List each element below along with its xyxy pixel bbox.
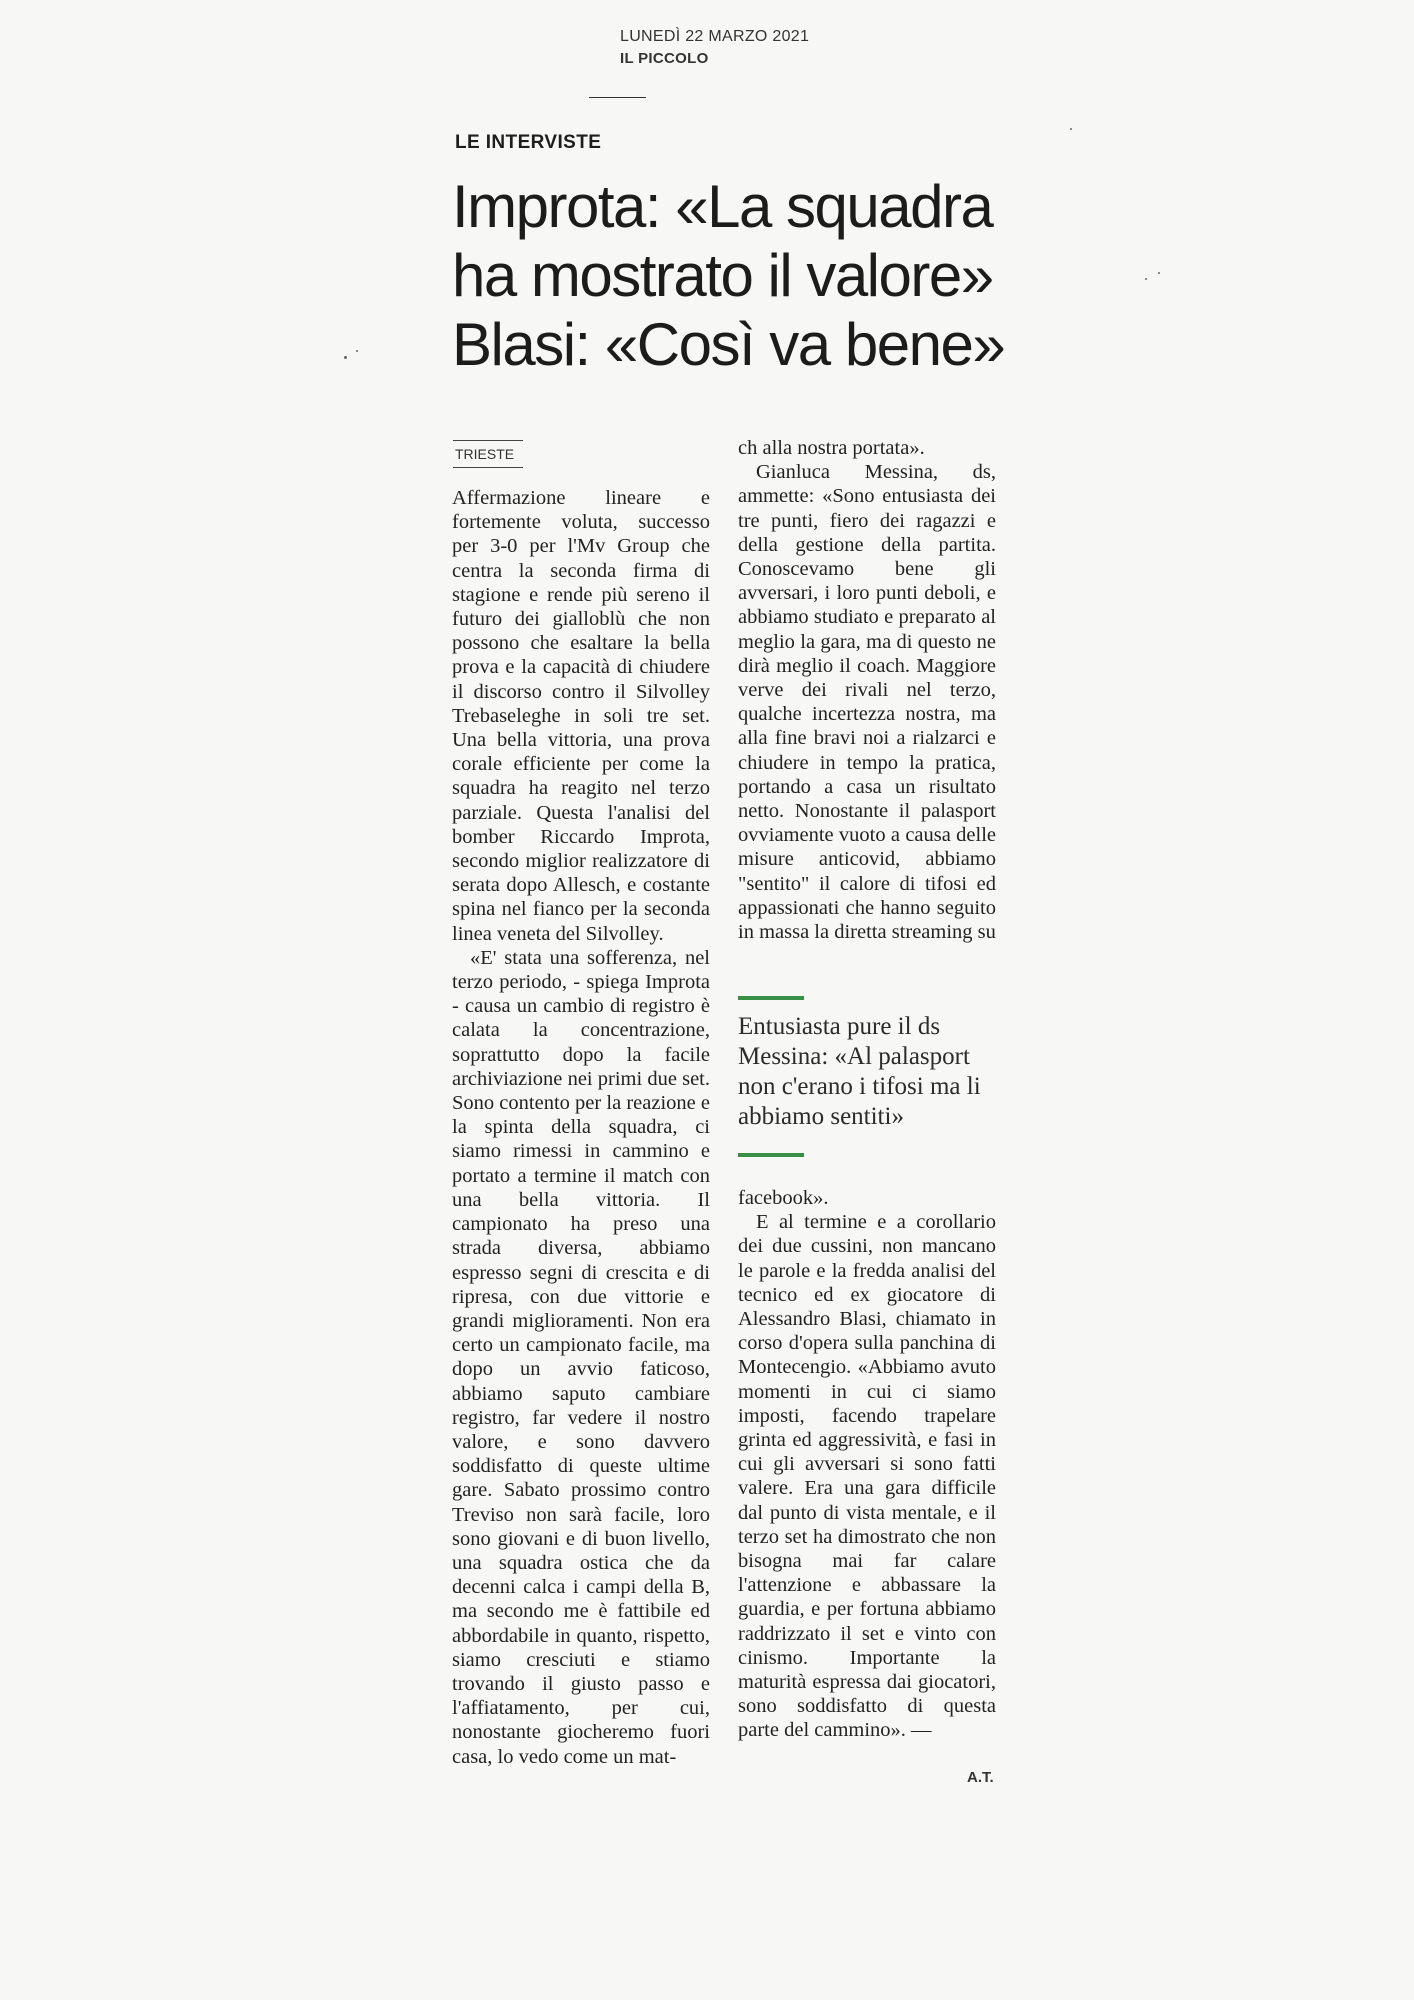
article-column-2-bottom: [738, 1186, 996, 1743]
author-initials: A.T.: [967, 1769, 994, 1786]
paragraph-improta-quote: «E' stata una sofferenza, nel terzo periodo, - spiega Improta - causa un cambio di registro è calata la concentrazione, soprattutto dopo la facile archiviazione nei primi due set. Sono contento per la reazione e la spinta della squadra, ci siamo rimessi in cammino e portato a termine il match con una bella vittoria. Il campionato ha preso una strada diversa, abbiamo espresso segni di crescita e di ripresa, con due vittorie e grandi miglioramenti. Non era certo un campionato facile, ma dopo un avvio faticoso, abbiamo saputo cambiare registro, far vedere il nostro valore, e sono davvero soddisfatto di queste ultime gare. Sabato prossimo contro Treviso non sarà facile, loro sono giovani e di buon livello, una squadra ostica che da decenni calca i campi della B, ma secondo me è fattibile ed abbordabile in quanto, rispetto, siamo cresciuti e stiamo trovando il giusto passo e l'affiatamento, per cui, nonostante giocheremo fuori casa, lo vedo come un mat-: [452, 946, 710, 1768]
pullquote-rule-top: [738, 996, 804, 1000]
paragraph-blasi-quote: E al termine e a corollario dei due cussini, non mancano le parole e la fredda analisi del tecnico ed ex giocatore di Alessandro Blasi, chiamato in corso d'opera sulla panchina di Montecengio. «Abbiamo avuto momenti in cui ci siamo imposti, facendo trapelare grinta ed aggressività, e fasi in cui gli avversari si sono fatti valere. Era una gara difficile dal punto di vista mentale, e il terzo set ha dimostrato che non bisogna mai far calare l'attenzione e abbassare la guardia, e per fortuna abbiamo raddrizzato il set e vinto con cinismo. Importante la maturità espressa dai giocatori, sono soddisfatto di questa parte del cammino». —: [738, 1211, 996, 1742]
paragraph-facebook: facebook».: [738, 1187, 829, 1209]
headline-line-3: Blasi: «Così va bene»: [452, 311, 1005, 378]
scan-speck: [356, 350, 358, 352]
paragraph-messina-quote: Gianluca Messina, ds, ammette: «Sono entusiasta dei tre punti, fiero dei ragazzi e della gestione della partita. Conoscevamo bene gli avversari, i loro punti deboli, e abbiamo studiato e preparato al meglio la gara, ma di questo ne dirà meglio il coach. Maggiore verve dei rivali nel terzo, qualche incertezza nostra, ma alla fine bravi noi a rialzarci e chiudere in tempo la pratica, portando a casa un risultato netto. Nonostante il palasport ovviamente vuoto a causa delle misure anticovid, abbiamo "sentito" il calore di tifosi ed appassionati che hanno seguito in massa la diretta streaming su: [738, 461, 996, 944]
scan-speck: [344, 356, 347, 359]
pullquote-rule-bottom: [738, 1153, 804, 1157]
pullquote: Entusiasta pure il ds Messina: «Al palasport non c'erano i tifosi ma li abbiamo sentiti»: [738, 1013, 981, 1130]
scan-speck: [1070, 128, 1072, 130]
headline-line-2: ha mostrato il valore»: [452, 242, 993, 309]
headline: [452, 172, 1072, 379]
paragraph-intro: Affermazione lineare e fortemente voluta, successo per 3-0 per l'Mv Group che centra la seconda firma di stagione e rende più sereno il futuro dei gialloblù che non possono che esaltare la bella prova e la capacità di chiudere il discorso contro il Silvolley Trebaseleghe in soli tre set. Una bella vittoria, una prova corale efficiente per come la squadra ha reagito nel terzo parziale. Questa l'analisi del bomber Riccardo Improta, secondo miglior realizzatore di serata dopo Allesch, e costante spina nel fianco per la seconda linea veneta del Silvolley.: [452, 487, 710, 945]
issue-date: LUNEDÌ 22 MARZO 2021: [620, 28, 810, 45]
headline-line-1: Improta: «La squadra: [452, 173, 993, 240]
scan-speck: [1158, 272, 1160, 274]
masthead-divider: [589, 97, 646, 98]
paragraph-continuation: ch alla nostra portata».: [738, 437, 925, 459]
article-column-1: [452, 486, 710, 1769]
scan-speck: [1145, 278, 1147, 280]
masthead: [620, 26, 820, 70]
article-column-2-top: [738, 436, 996, 944]
section-label: LE INTERVISTE: [455, 132, 602, 153]
newspaper-name: IL PICCOLO: [620, 50, 709, 67]
dateline: TRIESTE: [453, 440, 523, 468]
